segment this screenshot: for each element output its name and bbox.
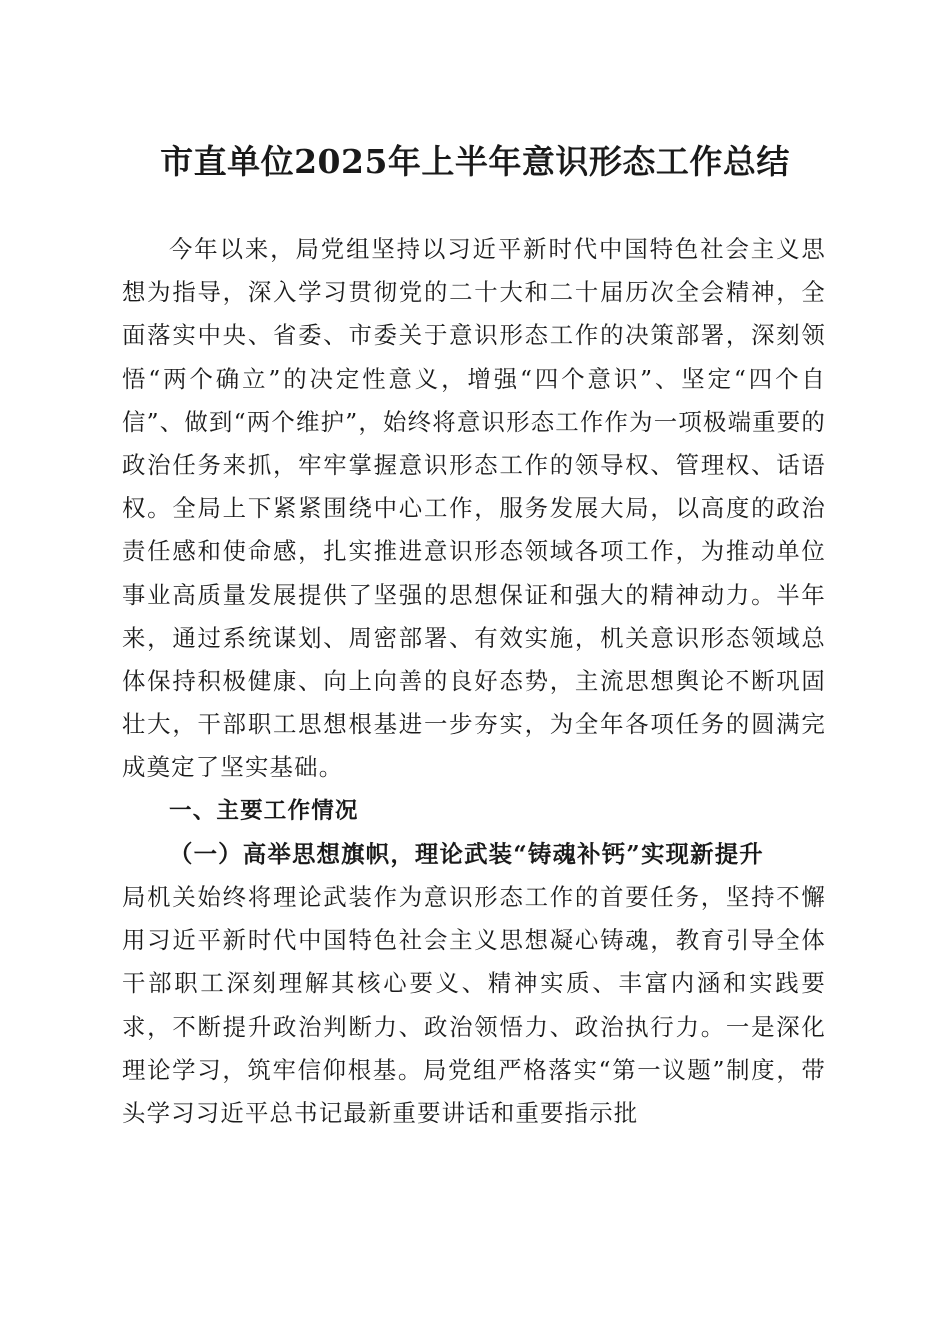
document-title: 市直单位2025年上半年意识形态工作总结 — [160, 142, 790, 181]
document-body — [122, 228, 826, 1135]
intro-paragraph: 今年以来，局党组坚持以习近平新时代中国特色社会主义思想为指导，深入学习贯彻党的二十大和二十届历次全会精神，全面落实中央、省委、市委关于意识形态工作的决策部署，深刻领悟“两个确立”的决定性意义，增强“四个意识”、坚定“四个自信”、做到“两个维护”，始终将意识形态工作作为一项极端重要的政治任务来抓，牢牢掌握意识形态工作的领导权、管理权、话语权。全局上下紧紧围绕中心工作，服务发展大局，以高度的政治责任感和使命感，扎实推进意识形态领域各项工作，为推动单位事业高质量发展提供了坚强的思想保证和强大的精神动力。半年来，通过系统谋划、周密部署、有效实施，机关意识形态领域总体保持积极健康、向上向善的良好态势，主流思想舆论不断巩固壮大，干部职工思想根基进一步夯实，为全年各项任务的圆满完成奠定了坚实基础。 — [122, 235, 826, 782]
subsection-paragraph: 局机关始终将理论武装作为意识形态工作的首要任务，坚持不懈用习近平新时代中国特色社会主义思想凝心铸魂，教育引导全体干部职工深刻理解其核心要义、精神实质、丰富内涵和实践要求，不断提升政治判断力、政治领悟力、政治执行力。一是深化理论学习，筑牢信仰根基。局党组严格落实“第一议题”制度，带头学习习近平总书记最新重要讲话和重要指示批 — [122, 883, 826, 1128]
section-heading: 一、主要工作情况 — [169, 797, 359, 824]
subsection-heading: （一）高举思想旗帜，理论武装“铸魂补钙”实现新提升 — [169, 839, 764, 868]
